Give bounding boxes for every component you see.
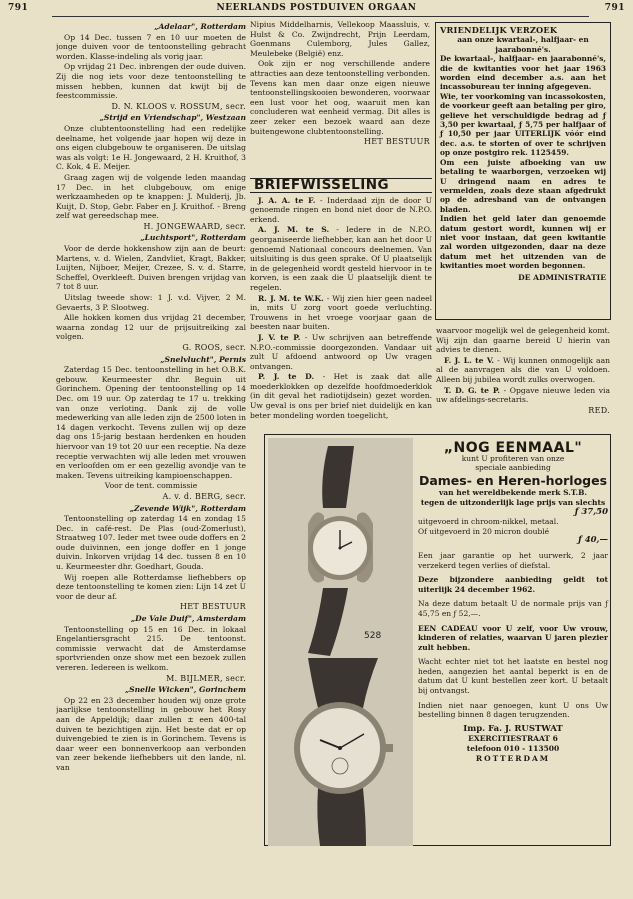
- club-heading: „Strijd en Vriendschap", Westzaan: [99, 113, 246, 123]
- ad-gold: Of uitgevoerd in 20 micron doublé: [418, 526, 550, 536]
- notice-signature: DE ADMINISTRATIE: [518, 272, 606, 282]
- page-header: [8, 2, 625, 16]
- signature: A. v. d. BERG, secr.: [162, 491, 246, 501]
- paragraph: Wij roepen alle Rotterdamse liefhebbers op deze tentoonstelling te komen zien: Lijn 14 zet U voor de deur af.: [56, 572, 246, 601]
- ad-return: Indien niet naar genoegen, kunt U ons Uw bestelling binnen 8 dagen terugzenden.: [418, 700, 608, 720]
- advertisement-text: [418, 440, 608, 763]
- ad-subline: speciale aanbieding: [475, 463, 551, 473]
- ad-guarantee: Een jaar garantie op het uurwerk, 2 jaar verzekerd tegen verlies of diefstal.: [418, 550, 608, 570]
- ad-after-price: Na deze datum betaalt U de normale prijs van ƒ 45,75 en ƒ 52,—.: [418, 599, 608, 618]
- paragraph: Alle hokken komen dus vrijdag 21 december, waarna zondag 12 uur de prijsuitreiking zal volgen.: [56, 313, 246, 342]
- notice-subtitle: aan onze kwartaal-, halfjaar- en jaarabonné's.: [457, 35, 589, 54]
- club-heading: „Zevende Wijk", Rotterdam: [129, 503, 246, 513]
- correspondence-item: J. V. te P. - Uw schrijven aan betreffende N.P.O.-commissie doorgezonden. Vandaar uit zult U afdoend antwoord op Uw vragen ontvangen.: [250, 332, 432, 371]
- ad-street: EXERCITIESTRAAT 6: [468, 734, 558, 744]
- notice-paragraph: Indien het geld later dan genoemde datum gestort wordt, kunnen wij er niet voor instaan, dat geen kwitantie zal worden uitgezonden, daar na deze datum met het uitzenden van de kwitanties moet worden begonnen.: [440, 214, 606, 271]
- publication-title: NEERLANDS POSTDUIVEN ORGAAN: [216, 3, 417, 13]
- club-heading: „De Vale Duif", Amsterdam: [130, 614, 246, 624]
- signature: G. ROOS, secr.: [182, 343, 246, 352]
- ad-note: Wacht echter niet tot het laatste en bestel nog heden, aangezien het aantal beperkt is en de datum dat U kunt bestellen zeer kort. U betaalt bij ontvangst.: [418, 657, 608, 696]
- paragraph: Onze clubtentoonstelling had een redelijke deelname, het volgende jaar hopen wij deze in ons eigen clubgebouw te organiseren. De uitslag was als volgt: 1e H. Jongewaard, 2 H. Kruithof, 3 C. Kok, 4 E. Meijer.: [56, 123, 246, 172]
- signature: H. JONGEWAARD, secr.: [143, 221, 246, 231]
- paragraph: Ook zijn er nog verschillende andere attracties aan deze tentoonstelling verbonden. Tevens kan men daar onze eigen nieuwe tentoonstellingskooien bewonderen, voorwaar een lust voor het oog, waaruit men kan concluderen wat eenheid vermag. Dit alles is zeer zeker een bezoek waard aan deze buitengewone clubtentoonstelling.: [250, 59, 430, 136]
- correspondence-item: A. J. M. te S. - Iedere in de N.P.O. georganiseerde liefhebber, kan aan het door U genoemd Nationaal concours deelnemen. Van uitsluiting is dus geen sprake. Of U plaatselijk in de gelegenheid wordt gesteld hiervoor in te korven, is een zaak die U plaatselijk dient te regelen.: [250, 225, 432, 292]
- signature: RED.: [588, 405, 610, 415]
- club-news-column: [56, 20, 246, 888]
- ad-subline: kunt U profiteren van onze: [461, 453, 565, 463]
- watch-photo: [268, 438, 413, 846]
- header-rule: [52, 16, 589, 17]
- signature: HET BESTUUR: [179, 602, 246, 612]
- watch-illustration: [268, 438, 413, 846]
- paragraph: Zaterdag 15 Dec. tentoonstelling in het O.B.K. gebouw. Keurmeester dhr. Beguin uit Gorinchem. Opening der tentoonstelling op 14 Dec. om 19 uur. Op zaterdag te 17 u. trekking van onze verloting. Dank zij de volle medewerking van alle leden zijn de 2500 loten in 14 dagen verkocht. Tevens zullen wij op deze dag ons 15-jarig bestaan herdenken en houden hiervoor van 19 tot 20 uur een receptie. Na deze receptie verwachten wij alle leden met vrouwen en verloofden om er een gezellig avondje van te maken. Tevens uitreiking kampioenschappen.: [56, 365, 246, 480]
- notice-paragraph: De kwartaal-, halfjaar- en jaarabonné's, die de kwitanties voor het jaar 1963 worden eind december a.s. aan het incassobureau ter inning afgegeven.: [440, 54, 606, 92]
- ad-company: Imp. Fa. J. RUSTWAT: [463, 723, 563, 734]
- ad-headline: „NOG EENMAAL": [443, 440, 583, 456]
- ad-price-chrome: ƒ 37,50: [574, 506, 608, 517]
- club-heading: „Snelle Wicken", Gorinchem: [124, 685, 246, 695]
- correspondence-item: R. J. M. te W.K. - Wij zien hier geen nadeel in, mits U zorg voort goede verluchting. Trouwens in het vroege voorjaar gaan de beesten naar buiten.: [250, 293, 432, 332]
- correspondence-item: P. J. te D. - Het is zaak dat alle moederklokken op dezelfde hoofdmoederklok (in dit geval het radiotijdsein) gezet worden. Uw geval is ons per brief niet duidelijk en kan beter mondeling worden toegelicht,: [250, 372, 432, 420]
- signature: D. N. KLOOS v. ROSSUM, secr.: [111, 101, 246, 111]
- page-number-left: 791: [8, 3, 29, 13]
- club-heading: „Snelvlucht", Pernis: [160, 354, 246, 364]
- club-heading: „Adelaar", Rotterdam: [154, 22, 246, 31]
- page-number-right: 791: [604, 3, 625, 13]
- signature: M. BIJLMER, secr.: [166, 673, 246, 683]
- ad-phone: telefoon 010 - 113500: [466, 744, 560, 754]
- paragraph: Op vrijdag 21 Dec. inbrengen der oude duiven. Zij die nog iets voor deze tentoonstelling te missen hebben, kunnen dat kwijt bij de feestcommissie.: [56, 62, 246, 101]
- paragraph: Nipius Middelharnis, Vellekoop Maassluis, v. Hulst & Co. Zwijndrecht, Prijn Leerdam, Goenmans Culemborg, Jules Gallez, Meulebeke (België) enz.: [250, 20, 430, 58]
- model-label: 528: [364, 631, 382, 641]
- paragraph: Graag zagen wij de volgende leden maandag 17 Dec. in het clubgebouw, om enige werkzaamheden op te knappen: J. Mulderij, Jb. Kuijt, D. Stop, Gebr. Faber en J. Kruithof. - Breng zelf wat gereedschap mee.: [56, 172, 246, 221]
- paragraph: Op 14 Dec. tussen 7 en 10 uur moeten de jonge duiven voor de tentoonstelling gebracht worden. Klasse-indeling als vorig jaar.: [56, 32, 246, 61]
- correspondence-item: T. D. G. te P. - Opgave nieuwe leden via uw afdelings-secretaris.: [436, 385, 610, 405]
- correspondence-continued: [436, 326, 610, 416]
- paragraph: Voor de derde hokkenshow zijn aan de beurt: Martens, v. d. Wielen, Zandvliet, Kragt, Bakker, Luijten, Nijboer, Meijer, Crezee, S. v. d. Starre, Scheffel, Overkleeft. Duiven brengen vrijdag van 7 tot 8 uur.: [56, 244, 246, 292]
- correspondence-section: [250, 178, 432, 421]
- correspondence-item: J. A. A. te F. - Inderdaad zijn de door U genoemde ringen en bond niet door de N.P.O. erkend.: [250, 195, 432, 224]
- signature-line: Voor de tent. commissie: [104, 481, 198, 491]
- correspondence-title: BRIEFWISSELING: [250, 178, 432, 193]
- notice-paragraph: Wie, ter voorkoming van incassokosten, de voorkeur geeft aan betaling per giro, gelieve het verschuldigde bedrag ad ƒ 3,50 per kwartaal, ƒ 5,75 per halfjaar of ƒ 10,50 per jaar UITERLIJK vóór eind dec. a.s. te storten of over te schrijven op onze postgiro rek. 1125459.: [440, 91, 606, 158]
- subscription-notice-box: [435, 22, 611, 320]
- paragraph: waarvoor mogelijk wel de gelegenheid komt. Wij zijn dan gaarne bereid U hierin van advies te dienen.: [436, 326, 610, 355]
- ad-gift: EEN CADEAU voor U zelf, voor Uw vrouw, kinderen of relaties, waarvan U jaren plezier zult hebben.: [418, 623, 608, 652]
- paragraph: Op 22 en 23 december houden wij onze grote jaarlijkse tentoonstelling in gebouw het Rosy aan de Appeldijk; daar zullen ± een 400-tal duiven te bezichtigen zijn. Het beste dat er op duivengebied te zien is in Gorinchem. Tevens is daar weer een bonnenverkoop aan verbonden van zeer bekende liefhebbers uit den lande, nl. van: [56, 695, 246, 772]
- ad-offer: tegen de uitzonderlijk lage prijs van slechts: [420, 497, 606, 507]
- signature: HET BESTUUR: [363, 137, 430, 147]
- notice-title: VRIENDELIJK VERZOEK: [440, 25, 558, 35]
- club-news-continued: [250, 20, 430, 148]
- paragraph: Uitslag tweede show: 1 J. v.d. Vijver, 2 M. Gevaerts, 3 P. Slootweg.: [56, 293, 246, 312]
- correspondence-item: F. J. L. te V. - Wij kunnen onmogelijk aan al de aanvragen als die van U voldoen. Alleen bij jubilea wordt zulks overwogen.: [436, 355, 610, 384]
- ad-brand: van het wereldbekende merk S.T.B.: [438, 488, 588, 498]
- paragraph: Tentoonstelling op 15 en 16 Dec. in lokaal Engelantiersgracht 215. De tentoonst. commissie verwacht dat de Amsterdamse sportvrienden onze show met een bezoek zullen vereren. Iedereen is welkom.: [56, 624, 246, 672]
- ad-city: ROTTERDAM: [475, 753, 551, 763]
- paragraph: Tentoonstelling op zaterdag 14 en zondag 15 Dec. in café-rest. De Plas (oud-Zomerlust), Straatweg 107. Ieder met twee oude doffers en 2 oude duivinnen, een jonge doffer en 1 jonge duivin. Inkorven vrijdag 14 dec. tussen 8 en 10 u. Keurmeester dhr. Goedhart, Gouda.: [56, 514, 246, 572]
- ad-price-gold: ƒ 40,—: [578, 535, 608, 546]
- ad-chrome: uitgevoerd in chroom-nikkel, metaal.: [418, 517, 559, 527]
- notice-paragraph: Om een juiste afboeking van uw betaling te waarborgen, verzoeken wij U dringend naam en adres te vermelden, zoals deze staan afgedrukt op de adresband van de ontvangen bladen.: [440, 157, 606, 214]
- club-heading: „Luchtsport", Rotterdam: [140, 233, 246, 243]
- ad-product: Dames- en Heren-horloges: [418, 472, 608, 488]
- ad-validity: Deze bijzondere aanbieding geldt tot uiterlijk 24 december 1962.: [418, 575, 608, 594]
